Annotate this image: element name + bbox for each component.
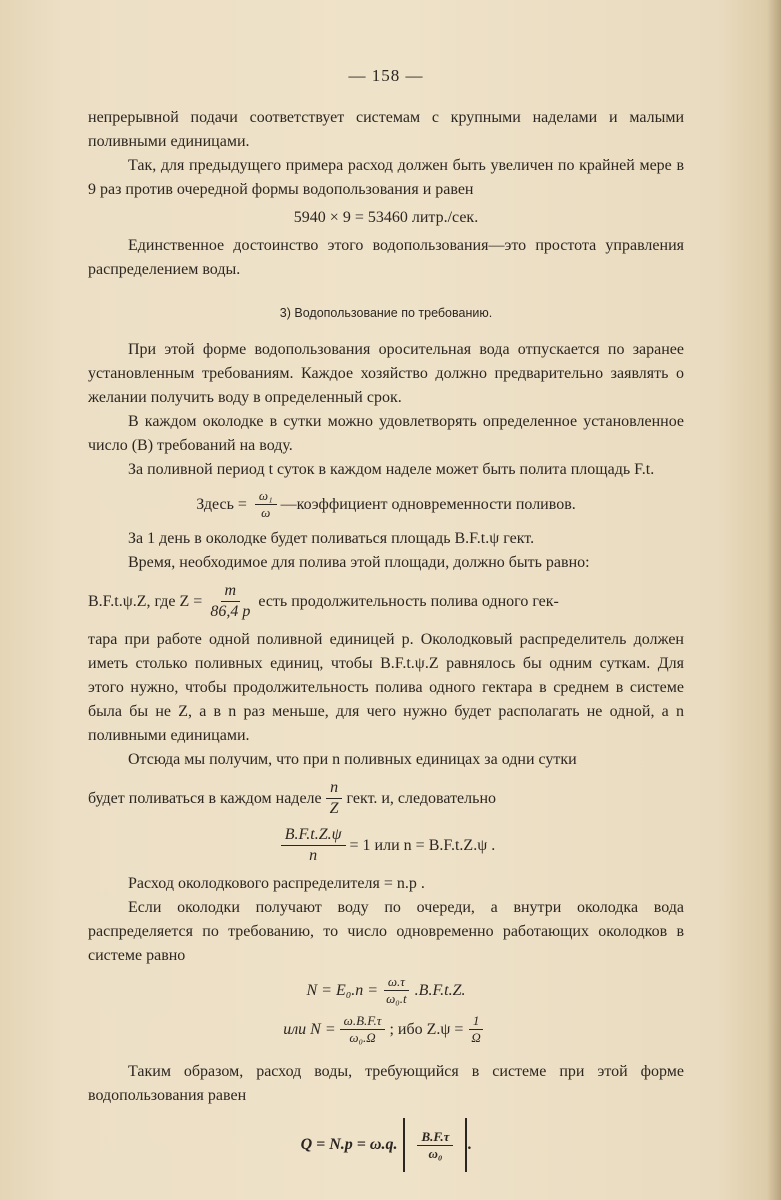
p9-lead: B.F.t.ψ.Z, где Z =: [88, 592, 203, 610]
eq5-denominator-2: Ω: [471, 1030, 481, 1045]
eq2-denominator: ω: [261, 505, 271, 520]
paragraph-10: тара при работе одной поливной единицей p. Околодковый распределитель должен иметь столько поливных единиц, чтобы B.F.t.ψ.Z равнялось бы одним суткам. Для этого нужно, чтобы продолжительность полива одного гектара в среднем в системе была бы не Z, а в n раз меньше, для чего нужно будет располагать не одной, а n поливными единицами.: [88, 631, 684, 744]
eq6-numerator: B.F.τ: [417, 1129, 453, 1146]
eq6-fraction: [417, 1129, 453, 1162]
eq5-numerator-1: ω.B.F.τ: [340, 1013, 386, 1030]
eq6-denominator: ω₀: [428, 1145, 443, 1161]
eq3-fraction: [281, 825, 346, 866]
eq5-mid: ; ибо Z.ψ =: [389, 1020, 464, 1038]
eq2-lead: Здесь: [196, 495, 234, 513]
p12-tail: гект. и, следовательно: [346, 789, 496, 807]
eq6-tail: .: [467, 1136, 472, 1153]
equation-2: Здесь = $\frac{\text{ω₁}}{\omega}$ —коэффициент одновременности поливов.: [196, 488, 576, 520]
eq5-lead: или N =: [283, 1020, 336, 1038]
equation-1: 5940 × 9 = 53460 литр./сек.: [293, 209, 479, 226]
equation-6: [88, 1118, 684, 1172]
paragraph-1: непрерывной подачи соответствует системам с крупными наделами и малыми поливными единицами.: [88, 109, 684, 150]
eq4-numerator: ω.τ: [384, 974, 409, 991]
page-content: [88, 66, 684, 1178]
p9-tail: есть продолжительность полива одного гек-: [258, 592, 559, 610]
paragraph-6: За поливной период t суток в каждом наделе может быть полита площадь F.t.: [128, 461, 655, 478]
p9-numerator: m: [221, 581, 241, 602]
eq3-tail: = 1 или n = B.F.t.Z.ψ .: [349, 836, 496, 854]
page-number: — 158 —: [348, 66, 424, 85]
p9-denominator: 86,4 p: [210, 603, 251, 620]
p12-numerator: n: [326, 778, 342, 799]
eq3-numerator: B.F.t.Z.ψ: [281, 825, 346, 846]
eq6-bracket: [403, 1118, 467, 1172]
eq4-lead: N = E₀.n =: [306, 981, 379, 999]
eq2-numerator: ω₁: [255, 488, 277, 505]
p12-lead: будет поливаться в каждом наделе: [88, 789, 322, 807]
eq3-denominator: n: [309, 847, 318, 864]
paragraph-4: При этой форме водопользования оросительная вода отпускается по заранее установленным требованиям. Каждое хозяйство должно предварительно заявлять о желании получить воду в определенный срок.: [88, 341, 684, 406]
eq5-fraction-2: [467, 1013, 484, 1046]
paragraph-3: Единственное достоинство этого водопользования—это простота управления распределением воды.: [88, 237, 684, 278]
equation-p9: [88, 581, 684, 622]
eq5-denominator-1: ω₀.Ω: [349, 1030, 376, 1045]
page-edge-shadow: [767, 0, 781, 1200]
paragraph-7: За 1 день в околодке будет поливаться площадь B.F.t.ψ гект.: [128, 530, 535, 547]
eq4-denominator: ω₀.t: [386, 991, 407, 1006]
p9-fraction: [206, 581, 254, 622]
p12-fraction: [326, 778, 343, 819]
eq2-tail: —коэффициент одновременности поливов.: [280, 495, 576, 513]
section-title: 3) Водопользование по требованию.: [279, 306, 493, 320]
paragraph-5: В каждом околодке в сутки можно удовлетворять определенное установленное число (B) требований на воду.: [88, 413, 684, 454]
paragraph-14: Если околодки получают воду по очереди, а внутри околодка вода распределяется по требованию, то число одновременно работающих околодков в системе равно: [88, 899, 684, 964]
eq5-numerator-2: 1: [469, 1013, 484, 1030]
eq4-tail: .B.F.t.Z.: [414, 981, 466, 999]
equation-p12: [88, 778, 684, 819]
equation-3: [88, 825, 684, 866]
paragraph-8: Время, необходимое для полива этой площади, должно быть равно:: [128, 554, 590, 571]
paragraph-15: Таким образом, расход воды, требующийся в системе при этой форме водопользования равен: [88, 1063, 684, 1104]
equation-5: [88, 1013, 684, 1046]
paragraph-13: Расход околодкового распределителя = n.p .: [128, 875, 425, 892]
paragraph-2: Так, для предыдущего примера расход должен быть увеличен по крайней мере в 9 раз против очередной формы водопользования и равен: [88, 157, 684, 198]
equation-4: [88, 974, 684, 1007]
eq6-lead: Q = N.p = ω.q.: [300, 1136, 398, 1153]
paragraph-11: Отсюда мы получим, что при n поливных единицах за одни сутки: [128, 751, 577, 768]
eq4-fraction: [382, 974, 411, 1007]
eq2-fraction: [255, 488, 277, 521]
p12-denominator: Z: [329, 800, 339, 817]
eq5-fraction-1: [340, 1013, 386, 1046]
